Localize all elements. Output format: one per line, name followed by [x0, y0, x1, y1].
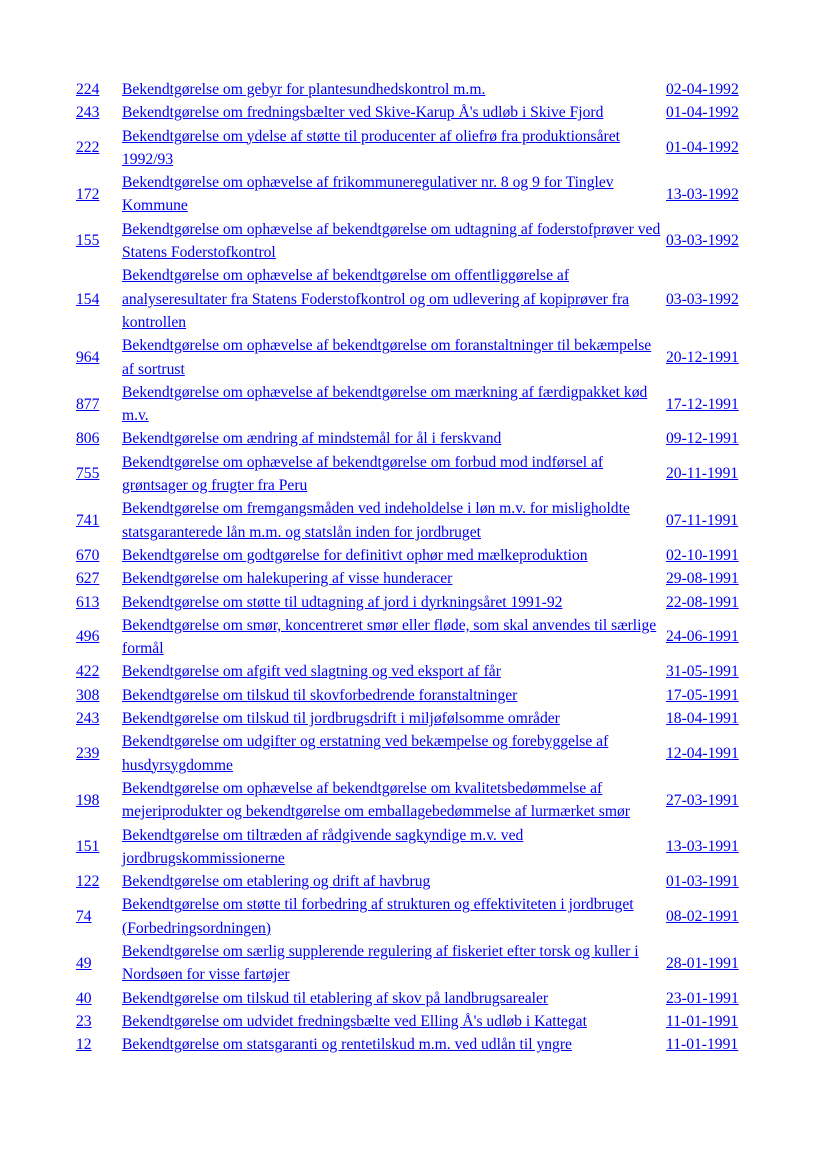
title-cell — [122, 567, 666, 590]
number-cell — [76, 707, 122, 730]
table-row — [76, 614, 746, 661]
regulation-date-link[interactable]: 02-10-1991 — [666, 546, 739, 564]
table-row — [76, 940, 746, 987]
date-cell — [666, 218, 746, 265]
table-row — [76, 171, 746, 218]
table-row — [76, 824, 746, 871]
date-cell — [666, 544, 746, 567]
table-row — [76, 264, 746, 334]
regulation-number-link[interactable]: 964 — [76, 348, 100, 366]
number-cell — [76, 940, 122, 987]
date-cell — [666, 451, 746, 498]
title-cell — [122, 777, 666, 824]
table-row — [76, 427, 746, 450]
number-cell — [76, 218, 122, 265]
regulation-title-link[interactable]: Bekendtgørelse om ophævelse af frikommuneregulativer nr. 8 og 9 for Tinglev Kommune — [122, 174, 614, 215]
title-cell — [122, 544, 666, 567]
table-row — [76, 870, 746, 893]
number-cell — [76, 1010, 122, 1033]
date-cell — [666, 591, 746, 614]
regulation-date-link[interactable]: 23-01-1991 — [666, 989, 739, 1007]
number-cell — [76, 427, 122, 450]
title-cell — [122, 660, 666, 683]
title-cell — [122, 218, 666, 265]
date-cell — [666, 125, 746, 172]
title-cell — [122, 1033, 666, 1056]
date-cell — [666, 427, 746, 450]
date-cell — [666, 171, 746, 218]
number-cell — [76, 381, 122, 428]
number-cell — [76, 684, 122, 707]
table-row — [76, 730, 746, 777]
number-cell — [76, 451, 122, 498]
regulation-date-link[interactable]: 20-11-1991 — [666, 465, 739, 483]
regulation-date-link[interactable]: 11-01-1991 — [666, 1012, 739, 1030]
regulation-number-link[interactable]: 74 — [76, 908, 92, 926]
number-cell — [76, 591, 122, 614]
regulation-title-link[interactable]: Bekendtgørelse om støtte til udtagning af jord i dyrkningsåret 1991-92 — [122, 593, 563, 611]
number-cell — [76, 125, 122, 172]
table-row — [76, 334, 746, 381]
regulation-number-link[interactable]: 741 — [76, 511, 100, 529]
table-row — [76, 684, 746, 707]
regulation-title-link[interactable]: Bekendtgørelse om tilskud til etablering af skov på landbrugsarealer — [122, 989, 549, 1007]
title-cell — [122, 381, 666, 428]
title-cell — [122, 427, 666, 450]
regulation-number-link[interactable]: 627 — [76, 570, 100, 588]
date-cell — [666, 1033, 746, 1056]
regulation-date-link[interactable]: 08-02-1991 — [666, 908, 739, 926]
title-cell — [122, 101, 666, 124]
table-row — [76, 451, 746, 498]
date-cell — [666, 1010, 746, 1033]
number-cell — [76, 334, 122, 381]
table-row — [76, 497, 746, 544]
table-row — [76, 125, 746, 172]
regulation-number-link[interactable]: 496 — [76, 628, 100, 646]
regulation-number-link[interactable]: 755 — [76, 465, 100, 483]
title-cell — [122, 125, 666, 172]
regulation-number-link[interactable]: 243 — [76, 710, 100, 728]
number-cell — [76, 987, 122, 1010]
number-cell — [76, 497, 122, 544]
regulation-number-link[interactable]: 172 — [76, 185, 100, 203]
regulation-title-link[interactable]: Bekendtgørelse om fremgangsmåden ved indeholdelse i løn m.v. for misligholdte statsgaranterede lån m.m. og statslån inden for jordbruget — [122, 500, 630, 541]
regulation-date-link[interactable]: 24-06-1991 — [666, 628, 739, 646]
date-cell — [666, 684, 746, 707]
table-row — [76, 78, 746, 101]
regulation-title-link[interactable]: Bekendtgørelse om ændring af mindstemål for ål i ferskvand — [122, 430, 502, 448]
regulation-number-link[interactable]: 806 — [76, 430, 100, 448]
number-cell — [76, 614, 122, 661]
regulation-date-link[interactable]: 17-12-1991 — [666, 395, 739, 413]
regulation-number-link[interactable]: 155 — [76, 232, 100, 250]
date-cell — [666, 567, 746, 590]
title-cell — [122, 707, 666, 730]
date-cell — [666, 987, 746, 1010]
number-cell — [76, 824, 122, 871]
number-cell — [76, 544, 122, 567]
regulation-date-link[interactable]: 09-12-1991 — [666, 430, 739, 448]
regulation-number-link[interactable]: 122 — [76, 873, 100, 891]
table-row — [76, 893, 746, 940]
table-row — [76, 660, 746, 683]
regulation-title-link[interactable]: Bekendtgørelse om tiltræden af rådgivende sagkyndige m.v. ved jordbrugskommissionerne — [122, 826, 524, 867]
regulation-number-link[interactable]: 422 — [76, 663, 100, 681]
title-cell — [122, 1010, 666, 1033]
regulation-date-link[interactable]: 13-03-1992 — [666, 185, 739, 203]
title-cell — [122, 870, 666, 893]
table-row — [76, 591, 746, 614]
date-cell — [666, 614, 746, 661]
regulation-number-link[interactable]: 12 — [76, 1036, 92, 1054]
number-cell — [76, 1033, 122, 1056]
number-cell — [76, 78, 122, 101]
number-cell — [76, 264, 122, 334]
regulation-list-body — [76, 78, 746, 1056]
title-cell — [122, 893, 666, 940]
regulation-title-link[interactable]: Bekendtgørelse om tilskud til jordbrugsdrift i miljøfølsomme områder — [122, 710, 560, 728]
regulation-date-link[interactable]: 18-04-1991 — [666, 710, 739, 728]
date-cell — [666, 777, 746, 824]
regulation-title-link[interactable]: Bekendtgørelse om godtgørelse for definitivt ophør med mælkeproduktion — [122, 546, 588, 564]
regulation-number-link[interactable]: 23 — [76, 1012, 92, 1030]
regulation-date-link[interactable]: 27-03-1991 — [666, 791, 739, 809]
regulation-date-link[interactable]: 13-03-1991 — [666, 838, 739, 856]
table-row — [76, 218, 746, 265]
regulation-date-link[interactable]: 03-03-1992 — [666, 232, 739, 250]
regulation-date-link[interactable]: 02-04-1992 — [666, 81, 739, 98]
regulation-number-link[interactable]: 40 — [76, 989, 92, 1007]
regulation-title-link[interactable]: Bekendtgørelse om særlig supplerende regulering af fiskeriet efter torsk og kuller i Nordsøen for visse fartøjer — [122, 942, 639, 984]
title-cell — [122, 824, 666, 871]
date-cell — [666, 264, 746, 334]
title-cell — [122, 730, 666, 777]
regulation-date-link[interactable]: 17-05-1991 — [666, 686, 739, 704]
regulation-title-link[interactable]: Bekendtgørelse om halekupering af visse hunderacer — [122, 570, 453, 588]
table-row — [76, 777, 746, 824]
regulation-date-link[interactable]: 12-04-1991 — [666, 744, 739, 762]
regulation-title-link[interactable]: Bekendtgørelse om smør, koncentreret smør eller fløde, som skal anvendes til særlige formål — [122, 616, 657, 658]
regulation-title-link[interactable]: Bekendtgørelse om ophævelse af bekendtgørelse om udtagning af foderstofprøver ved Statens Foderstofkontrol — [122, 220, 661, 262]
regulation-date-link[interactable]: 01-04-1992 — [666, 104, 739, 122]
title-cell — [122, 171, 666, 218]
number-cell — [76, 660, 122, 683]
regulation-title-link[interactable]: Bekendtgørelse om ophævelse af bekendtgørelse om offentliggørelse af analyseresultater fra Statens Foderstofkontrol og om udlevering af kopiprøver fra kontrollen — [122, 267, 630, 331]
regulation-title-link[interactable]: Bekendtgørelse om fredningsbælter ved Skive-Karup Å's udløb i Skive Fjord — [122, 104, 604, 122]
regulation-number-link[interactable]: 198 — [76, 791, 100, 809]
table-row — [76, 987, 746, 1010]
date-cell — [666, 497, 746, 544]
regulation-date-link[interactable]: 07-11-1991 — [666, 511, 739, 529]
date-cell — [666, 101, 746, 124]
date-cell — [666, 940, 746, 987]
table-row — [76, 381, 746, 428]
table-row — [76, 101, 746, 124]
date-cell — [666, 334, 746, 381]
regulation-number-link[interactable]: 154 — [76, 290, 100, 308]
regulation-title-link[interactable]: Bekendtgørelse om afgift ved slagtning og ved eksport af får — [122, 663, 501, 681]
regulation-title-link[interactable]: Bekendtgørelse om ophævelse af bekendtgørelse om mærkning af færdigpakket kød m.v. — [122, 383, 648, 425]
title-cell — [122, 451, 666, 498]
regulation-date-link[interactable]: 31-05-1991 — [666, 663, 739, 681]
regulation-number-link[interactable]: 877 — [76, 395, 100, 413]
number-cell — [76, 893, 122, 940]
regulation-title-link[interactable]: Bekendtgørelse om udvidet fredningsbælte ved Elling Å's udløb i Kattegat — [122, 1012, 587, 1030]
regulation-date-link[interactable]: 22-08-1991 — [666, 593, 739, 611]
regulation-number-link[interactable]: 613 — [76, 593, 100, 611]
date-cell — [666, 707, 746, 730]
title-cell — [122, 497, 666, 544]
date-cell — [666, 381, 746, 428]
title-cell — [122, 940, 666, 987]
table-row — [76, 544, 746, 567]
regulation-title-link[interactable]: Bekendtgørelse om statsgaranti og rentetilskud m.m. ved udlån til yngre — [122, 1036, 572, 1054]
date-cell — [666, 824, 746, 871]
regulation-date-link[interactable]: 03-03-1992 — [666, 290, 739, 308]
date-cell — [666, 730, 746, 777]
regulation-title-link[interactable]: Bekendtgørelse om ophævelse af bekendtgørelse om kvalitetsbedømmelse af mejeriprodukter og bekendtgørelse om emballagebedømmelse af lurmærket smør — [122, 779, 630, 821]
title-cell — [122, 591, 666, 614]
date-cell — [666, 78, 746, 101]
regulation-number-link[interactable]: 49 — [76, 954, 92, 972]
date-cell — [666, 893, 746, 940]
regulation-title-link[interactable]: Bekendtgørelse om ophævelse af bekendtgørelse om forbud mod indførsel af grøntsager og frugter fra Peru — [122, 453, 604, 495]
date-cell — [666, 870, 746, 893]
table-row — [76, 567, 746, 590]
regulation-list — [76, 78, 746, 1056]
title-cell — [122, 334, 666, 381]
number-cell — [76, 101, 122, 124]
number-cell — [76, 567, 122, 590]
title-cell — [122, 684, 666, 707]
regulation-title-link[interactable]: Bekendtgørelse om tilskud til skovforbedrende foranstaltninger — [122, 686, 518, 704]
regulation-title-link[interactable]: Bekendtgørelse om etablering og drift af havbrug — [122, 873, 431, 891]
regulation-number-link[interactable]: 222 — [76, 139, 100, 157]
regulation-date-link[interactable]: 11-01-1991 — [666, 1036, 739, 1054]
regulation-number-link[interactable]: 243 — [76, 104, 100, 122]
title-cell — [122, 987, 666, 1010]
table-row — [76, 707, 746, 730]
regulation-number-link[interactable]: 308 — [76, 686, 100, 704]
regulation-date-link[interactable]: 29-08-1991 — [666, 570, 739, 588]
number-cell — [76, 870, 122, 893]
table-row — [76, 1010, 746, 1033]
regulation-title-link[interactable]: Bekendtgørelse om udgifter og erstatning ved bekæmpelse og forebyggelse af husdyrsygdomme — [122, 733, 609, 774]
number-cell — [76, 777, 122, 824]
regulation-number-link[interactable]: 151 — [76, 838, 100, 856]
regulation-title-link[interactable]: Bekendtgørelse om støtte til forbedring af strukturen og effektiviteten i jordbruget (Forbedringsordningen) — [122, 896, 634, 937]
regulation-title-link[interactable]: Bekendtgørelse om ydelse af støtte til producenter af oliefrø fra produktionsåret 1992/93 — [122, 127, 620, 168]
regulation-number-link[interactable]: 239 — [76, 744, 100, 762]
regulation-number-link[interactable]: 670 — [76, 546, 100, 564]
regulation-date-link[interactable]: 28-01-1991 — [666, 954, 739, 972]
title-cell — [122, 264, 666, 334]
regulation-date-link[interactable]: 20-12-1991 — [666, 348, 739, 366]
regulation-date-link[interactable]: 01-03-1991 — [666, 873, 739, 891]
regulation-number-link[interactable]: 224 — [76, 81, 100, 98]
regulation-title-link[interactable]: Bekendtgørelse om ophævelse af bekendtgørelse om foranstaltninger til bekæmpelse af sortrust — [122, 337, 652, 378]
number-cell — [76, 171, 122, 218]
regulation-title-link[interactable]: Bekendtgørelse om gebyr for plantesundhedskontrol m.m. — [122, 81, 486, 98]
table-row — [76, 1033, 746, 1056]
regulation-date-link[interactable]: 01-04-1992 — [666, 139, 739, 157]
title-cell — [122, 78, 666, 101]
date-cell — [666, 660, 746, 683]
number-cell — [76, 730, 122, 777]
title-cell — [122, 614, 666, 661]
